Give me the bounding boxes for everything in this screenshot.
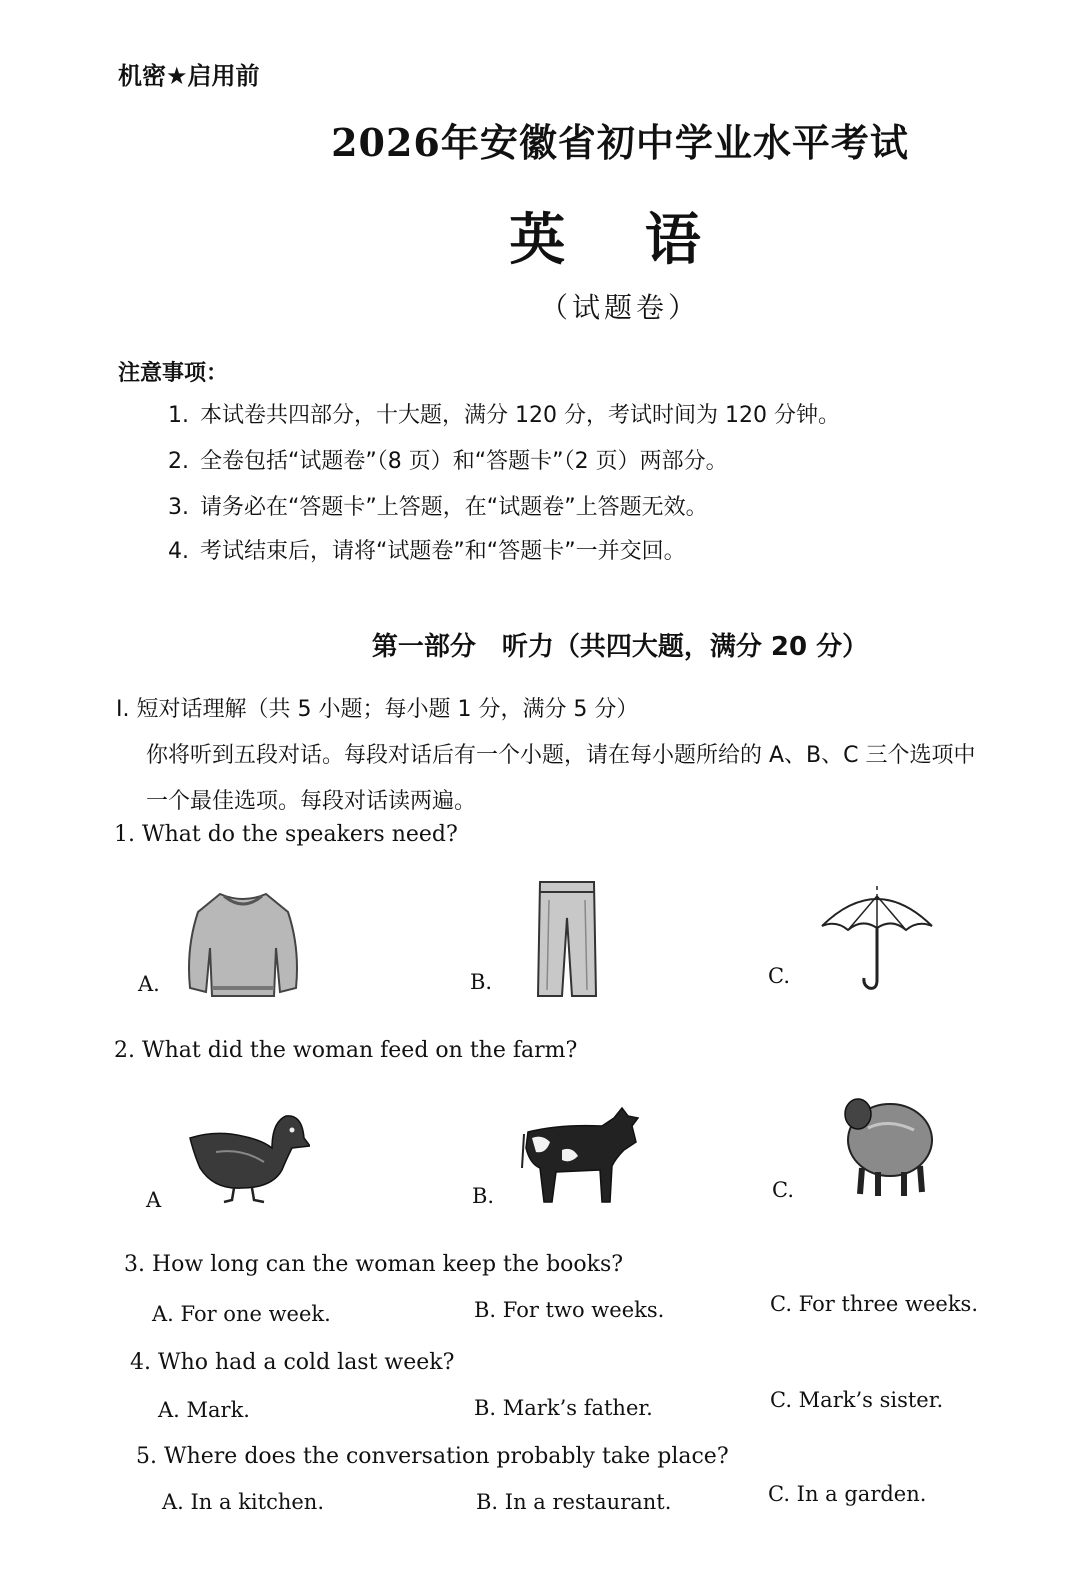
notice-number: 1. [168,403,189,428]
question-5: 5. Where does the conversation probably take place? [136,1444,729,1469]
subject-title: 英 语 [509,207,731,273]
notice-item [168,398,840,429]
notice-number: 2. [168,449,189,474]
notice-number: 4. [168,539,189,564]
notice-item [168,490,708,521]
paper-type: （试题卷） [539,291,700,324]
option-label: A. [138,972,160,996]
option-label: C. [768,964,790,988]
option-label: B. [472,1184,495,1208]
part-one-title: 第一部分 听力（共四大题，满分 20 分） [371,632,869,662]
option-label: C. [772,1178,794,1202]
notice-text: 请务必在“答题卡”上答题，在“试题卷”上答题无效。 [200,495,708,520]
trousers-image [534,878,600,1000]
option-c: C. Mark’s sister. [770,1388,944,1412]
duck-image [186,1108,310,1204]
option-c: C. For three weeks. [770,1292,978,1316]
option-a: A. In a kitchen. [162,1490,325,1514]
sweater-image [184,888,302,1002]
notice-number: 3. [168,495,189,520]
option-label: A [146,1188,162,1212]
instruction-line: 你将听到五段对话。每段对话后有一个小题，请在每小题所给的 A、B、C 三个选项中 [146,743,976,768]
notice-text: 全卷包括“试题卷”（8 页）和“答题卡”（2 页）两部分。 [200,449,728,474]
umbrella-image [818,884,936,994]
question-1: 1. What do the speakers need? [114,822,458,847]
option-a: A. Mark. [158,1398,250,1422]
instruction-line: 一个最佳选项。每段对话读两遍。 [146,789,477,814]
notice-text: 本试卷共四部分，十大题，满分 120 分，考试时间为 120 分钟。 [200,403,840,428]
section-title: I. 短对话理解（共 5 小题；每小题 1 分，满分 5 分） [116,697,639,722]
exam-title: 2026年安徽省初中学业水平考试 [331,120,909,165]
option-a: A. For one week. [152,1302,331,1326]
option-b: B. For two weeks. [474,1298,665,1322]
notice-text: 考试结束后，请将“试题卷”和“答题卡”一并交回。 [200,539,686,564]
notice-heading: 注意事项： [118,361,229,386]
confidential-label: 机密★启用前 [118,62,260,90]
question-3: 3. How long can the woman keep the books? [124,1252,624,1277]
option-b: B. In a restaurant. [476,1490,672,1514]
notice-item [168,534,686,565]
option-b: B. Mark’s father. [474,1396,653,1420]
question-2: 2. What did the woman feed on the farm? [114,1038,578,1063]
option-c: C. In a garden. [768,1482,927,1506]
option-label: B. [470,970,493,994]
sheep-image [838,1088,936,1200]
notice-item [168,444,728,475]
cow-image [520,1104,644,1206]
question-4: 4. Who had a cold last week? [130,1350,455,1375]
